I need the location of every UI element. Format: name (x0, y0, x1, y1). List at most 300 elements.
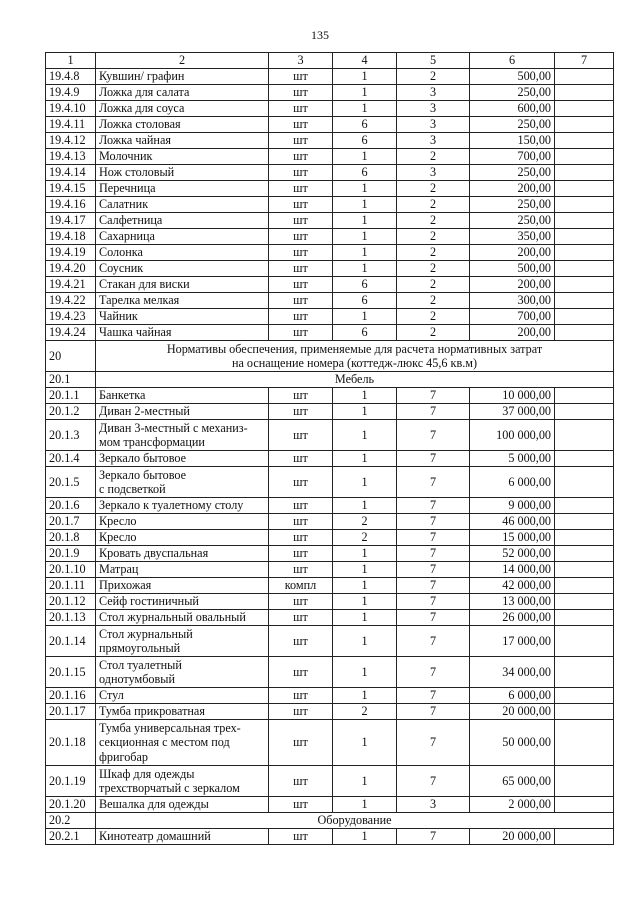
note-cell (555, 594, 614, 610)
table-row (46, 325, 614, 341)
price-cell: 250,00 (470, 85, 555, 101)
price-cell: 6 000,00 (470, 467, 555, 498)
unit-cell: шт (269, 388, 333, 404)
quantity-cell: 1 (333, 562, 397, 578)
section-title-cell: Нормативы обеспечения, применяемые для расчета нормативных затрат на оснащение номера (коттедж-люкс 45,6 кв.м) (96, 341, 614, 372)
item-name-cell: Салатник (96, 197, 269, 213)
table-row (46, 245, 614, 261)
unit-cell: шт (269, 688, 333, 704)
quantity-cell: 1 (333, 610, 397, 626)
table-row (46, 704, 614, 720)
price-cell: 700,00 (470, 149, 555, 165)
item-code-cell: 19.4.16 (46, 197, 96, 213)
column-number-cell: 7 (555, 53, 614, 69)
service-life-cell: 3 (397, 797, 470, 813)
table-row (46, 467, 614, 498)
item-code-cell: 20.1.19 (46, 766, 96, 797)
item-name-cell: Зеркало бытовое (96, 451, 269, 467)
note-cell (555, 165, 614, 181)
table-row (46, 766, 614, 797)
price-cell: 500,00 (470, 261, 555, 277)
price-cell: 20 000,00 (470, 829, 555, 845)
section-code-cell: 20 (46, 341, 96, 372)
unit-cell: компл (269, 578, 333, 594)
note-cell (555, 388, 614, 404)
table-row (46, 69, 614, 85)
item-name-cell: Нож столовый (96, 165, 269, 181)
section-title-cell: Мебель (96, 372, 614, 388)
item-name-cell: Солонка (96, 245, 269, 261)
price-cell: 150,00 (470, 133, 555, 149)
table-row (46, 797, 614, 813)
table-row (46, 261, 614, 277)
service-life-cell: 7 (397, 451, 470, 467)
norms-table (45, 52, 614, 845)
item-code-cell: 19.4.20 (46, 261, 96, 277)
item-code-cell: 20.1.13 (46, 610, 96, 626)
unit-cell: шт (269, 514, 333, 530)
column-number-cell: 4 (333, 53, 397, 69)
item-code-cell: 20.1.2 (46, 404, 96, 420)
note-cell (555, 797, 614, 813)
quantity-cell: 1 (333, 229, 397, 245)
table-row (46, 688, 614, 704)
item-code-cell: 20.1.7 (46, 514, 96, 530)
note-cell (555, 467, 614, 498)
item-name-cell: Соусник (96, 261, 269, 277)
price-cell: 200,00 (470, 277, 555, 293)
item-code-cell: 20.1.5 (46, 467, 96, 498)
service-life-cell: 7 (397, 766, 470, 797)
table-row (46, 277, 614, 293)
item-name-cell: Кресло (96, 530, 269, 546)
price-cell: 37 000,00 (470, 404, 555, 420)
price-cell: 13 000,00 (470, 594, 555, 610)
item-name-cell: Чашка чайная (96, 325, 269, 341)
service-life-cell: 3 (397, 101, 470, 117)
service-life-cell: 2 (397, 261, 470, 277)
column-number-cell: 5 (397, 53, 470, 69)
service-life-cell: 7 (397, 578, 470, 594)
note-cell (555, 277, 614, 293)
unit-cell: шт (269, 704, 333, 720)
item-code-cell: 20.1.14 (46, 626, 96, 657)
unit-cell: шт (269, 626, 333, 657)
note-cell (555, 85, 614, 101)
item-name-cell: Прихожая (96, 578, 269, 594)
service-life-cell: 7 (397, 530, 470, 546)
column-number-row (46, 53, 614, 69)
quantity-cell: 1 (333, 829, 397, 845)
price-cell: 2 000,00 (470, 797, 555, 813)
note-cell (555, 309, 614, 325)
table-row (46, 165, 614, 181)
price-cell: 250,00 (470, 197, 555, 213)
item-name-cell: Стол туалетный однотумбовый (96, 657, 269, 688)
note-cell (555, 101, 614, 117)
table-row (46, 149, 614, 165)
quantity-cell: 2 (333, 704, 397, 720)
price-cell: 10 000,00 (470, 388, 555, 404)
table-row (46, 229, 614, 245)
service-life-cell: 2 (397, 309, 470, 325)
service-life-cell: 7 (397, 720, 470, 766)
service-life-cell: 2 (397, 69, 470, 85)
item-code-cell: 19.4.17 (46, 213, 96, 229)
unit-cell: шт (269, 165, 333, 181)
table-row (46, 213, 614, 229)
table-row (46, 829, 614, 845)
service-life-cell: 7 (397, 610, 470, 626)
note-cell (555, 261, 614, 277)
price-cell: 100 000,00 (470, 420, 555, 451)
service-life-cell: 7 (397, 467, 470, 498)
note-cell (555, 530, 614, 546)
item-code-cell: 20.1.4 (46, 451, 96, 467)
table-row (46, 626, 614, 657)
quantity-cell: 1 (333, 101, 397, 117)
service-life-cell: 7 (397, 594, 470, 610)
section-title-cell: Оборудование (96, 813, 614, 829)
quantity-cell: 1 (333, 546, 397, 562)
note-cell (555, 451, 614, 467)
unit-cell: шт (269, 562, 333, 578)
note-cell (555, 149, 614, 165)
service-life-cell: 2 (397, 213, 470, 229)
service-life-cell: 7 (397, 498, 470, 514)
item-code-cell: 20.2.1 (46, 829, 96, 845)
note-cell (555, 498, 614, 514)
item-code-cell: 20.1.12 (46, 594, 96, 610)
table-row (46, 117, 614, 133)
price-cell: 50 000,00 (470, 720, 555, 766)
price-cell: 15 000,00 (470, 530, 555, 546)
item-code-cell: 19.4.22 (46, 293, 96, 309)
column-number-cell: 2 (96, 53, 269, 69)
quantity-cell: 1 (333, 69, 397, 85)
item-name-cell: Чайник (96, 309, 269, 325)
item-code-cell: 19.4.21 (46, 277, 96, 293)
unit-cell: шт (269, 149, 333, 165)
item-code-cell: 20.1.17 (46, 704, 96, 720)
quantity-cell: 1 (333, 626, 397, 657)
unit-cell: шт (269, 309, 333, 325)
item-name-cell: Тумба универсальная трех- секционная с местом под фригобар (96, 720, 269, 766)
price-cell: 20 000,00 (470, 704, 555, 720)
service-life-cell: 7 (397, 626, 470, 657)
note-cell (555, 720, 614, 766)
quantity-cell: 1 (333, 181, 397, 197)
price-cell: 600,00 (470, 101, 555, 117)
section-row (46, 813, 614, 829)
column-number-cell: 3 (269, 53, 333, 69)
unit-cell: шт (269, 610, 333, 626)
quantity-cell: 6 (333, 293, 397, 309)
price-cell: 65 000,00 (470, 766, 555, 797)
table-row (46, 720, 614, 766)
service-life-cell: 7 (397, 657, 470, 688)
note-cell (555, 562, 614, 578)
note-cell (555, 229, 614, 245)
quantity-cell: 1 (333, 657, 397, 688)
item-name-cell: Ложка чайная (96, 133, 269, 149)
item-code-cell: 19.4.24 (46, 325, 96, 341)
table-row (46, 293, 614, 309)
item-code-cell: 19.4.8 (46, 69, 96, 85)
item-name-cell: Зеркало бытовое с подсветкой (96, 467, 269, 498)
item-code-cell: 20.1.6 (46, 498, 96, 514)
unit-cell: шт (269, 117, 333, 133)
item-name-cell: Кресло (96, 514, 269, 530)
table-row (46, 388, 614, 404)
page-number: 135 (311, 28, 329, 42)
item-code-cell: 20.1.11 (46, 578, 96, 594)
unit-cell: шт (269, 720, 333, 766)
quantity-cell: 1 (333, 388, 397, 404)
unit-cell: шт (269, 594, 333, 610)
item-code-cell: 19.4.15 (46, 181, 96, 197)
service-life-cell: 7 (397, 420, 470, 451)
price-cell: 700,00 (470, 309, 555, 325)
item-name-cell: Диван 2-местный (96, 404, 269, 420)
table-body (46, 53, 614, 845)
column-number-cell: 6 (470, 53, 555, 69)
price-cell: 250,00 (470, 117, 555, 133)
item-name-cell: Стул (96, 688, 269, 704)
item-name-cell: Ложка для соуса (96, 101, 269, 117)
quantity-cell: 1 (333, 498, 397, 514)
table-row (46, 451, 614, 467)
quantity-cell: 1 (333, 404, 397, 420)
quantity-cell: 2 (333, 514, 397, 530)
quantity-cell: 1 (333, 467, 397, 498)
note-cell (555, 766, 614, 797)
unit-cell: шт (269, 181, 333, 197)
price-cell: 200,00 (470, 181, 555, 197)
item-code-cell: 19.4.12 (46, 133, 96, 149)
price-cell: 200,00 (470, 325, 555, 341)
quantity-cell: 1 (333, 594, 397, 610)
unit-cell: шт (269, 101, 333, 117)
section-code-cell: 20.1 (46, 372, 96, 388)
item-code-cell: 20.1.10 (46, 562, 96, 578)
note-cell (555, 181, 614, 197)
item-code-cell: 19.4.11 (46, 117, 96, 133)
item-code-cell: 19.4.10 (46, 101, 96, 117)
unit-cell: шт (269, 213, 333, 229)
item-code-cell: 20.1.20 (46, 797, 96, 813)
unit-cell: шт (269, 530, 333, 546)
service-life-cell: 3 (397, 117, 470, 133)
table-row (46, 404, 614, 420)
table-row (46, 610, 614, 626)
table-row (46, 530, 614, 546)
price-cell: 250,00 (470, 213, 555, 229)
note-cell (555, 514, 614, 530)
quantity-cell: 1 (333, 766, 397, 797)
item-name-cell: Салфетница (96, 213, 269, 229)
table-row (46, 420, 614, 451)
service-life-cell: 7 (397, 562, 470, 578)
price-cell: 34 000,00 (470, 657, 555, 688)
price-cell: 17 000,00 (470, 626, 555, 657)
note-cell (555, 133, 614, 149)
note-cell (555, 657, 614, 688)
service-life-cell: 3 (397, 133, 470, 149)
item-name-cell: Стол журнальный прямоугольный (96, 626, 269, 657)
item-name-cell: Зеркало к туалетному столу (96, 498, 269, 514)
service-life-cell: 2 (397, 293, 470, 309)
price-cell: 350,00 (470, 229, 555, 245)
quantity-cell: 6 (333, 165, 397, 181)
item-name-cell: Кровать двуспальная (96, 546, 269, 562)
table-row (46, 657, 614, 688)
price-cell: 9 000,00 (470, 498, 555, 514)
table-row (46, 197, 614, 213)
unit-cell: шт (269, 69, 333, 85)
price-cell: 26 000,00 (470, 610, 555, 626)
note-cell (555, 704, 614, 720)
section-row (46, 341, 614, 372)
item-name-cell: Молочник (96, 149, 269, 165)
price-cell: 200,00 (470, 245, 555, 261)
item-name-cell: Кинотеатр домашний (96, 829, 269, 845)
note-cell (555, 578, 614, 594)
item-name-cell: Диван 3-местный с механиз- мом трансформации (96, 420, 269, 451)
table-row (46, 181, 614, 197)
unit-cell: шт (269, 829, 333, 845)
item-name-cell: Стакан для виски (96, 277, 269, 293)
service-life-cell: 2 (397, 197, 470, 213)
table-row (46, 594, 614, 610)
quantity-cell: 1 (333, 309, 397, 325)
service-life-cell: 2 (397, 277, 470, 293)
item-code-cell: 19.4.23 (46, 309, 96, 325)
unit-cell: шт (269, 229, 333, 245)
quantity-cell: 6 (333, 277, 397, 293)
price-cell: 14 000,00 (470, 562, 555, 578)
item-code-cell: 19.4.13 (46, 149, 96, 165)
quantity-cell: 1 (333, 245, 397, 261)
unit-cell: шт (269, 451, 333, 467)
note-cell (555, 404, 614, 420)
item-code-cell: 20.1.15 (46, 657, 96, 688)
quantity-cell: 1 (333, 688, 397, 704)
item-code-cell: 20.1.16 (46, 688, 96, 704)
table-row (46, 498, 614, 514)
unit-cell: шт (269, 766, 333, 797)
service-life-cell: 3 (397, 85, 470, 101)
section-code-cell: 20.2 (46, 813, 96, 829)
unit-cell: шт (269, 293, 333, 309)
note-cell (555, 293, 614, 309)
table-row (46, 101, 614, 117)
note-cell (555, 688, 614, 704)
item-name-cell: Банкетка (96, 388, 269, 404)
quantity-cell: 1 (333, 261, 397, 277)
table-row (46, 133, 614, 149)
service-life-cell: 2 (397, 229, 470, 245)
table-row (46, 578, 614, 594)
service-life-cell: 7 (397, 704, 470, 720)
item-code-cell: 20.1.18 (46, 720, 96, 766)
unit-cell: шт (269, 197, 333, 213)
item-name-cell: Шкаф для одежды трехстворчатый с зеркалом (96, 766, 269, 797)
unit-cell: шт (269, 467, 333, 498)
table-row (46, 514, 614, 530)
section-row (46, 372, 614, 388)
note-cell (555, 325, 614, 341)
note-cell (555, 829, 614, 845)
item-code-cell: 20.1.9 (46, 546, 96, 562)
service-life-cell: 2 (397, 181, 470, 197)
note-cell (555, 610, 614, 626)
quantity-cell: 2 (333, 530, 397, 546)
service-life-cell: 2 (397, 149, 470, 165)
item-name-cell: Сейф гостиничный (96, 594, 269, 610)
quantity-cell: 6 (333, 133, 397, 149)
service-life-cell: 2 (397, 325, 470, 341)
unit-cell: шт (269, 245, 333, 261)
service-life-cell: 7 (397, 404, 470, 420)
quantity-cell: 1 (333, 197, 397, 213)
unit-cell: шт (269, 498, 333, 514)
service-life-cell: 7 (397, 688, 470, 704)
service-life-cell: 7 (397, 514, 470, 530)
item-code-cell: 20.1.3 (46, 420, 96, 451)
item-code-cell: 19.4.9 (46, 85, 96, 101)
note-cell (555, 420, 614, 451)
service-life-cell: 7 (397, 829, 470, 845)
table-row (46, 85, 614, 101)
table-row (46, 562, 614, 578)
price-cell: 46 000,00 (470, 514, 555, 530)
service-life-cell: 7 (397, 546, 470, 562)
item-name-cell: Тумба прикроватная (96, 704, 269, 720)
column-number-cell: 1 (46, 53, 96, 69)
item-code-cell: 19.4.14 (46, 165, 96, 181)
item-name-cell: Сахарница (96, 229, 269, 245)
item-code-cell: 20.1.1 (46, 388, 96, 404)
service-life-cell: 7 (397, 388, 470, 404)
table-row (46, 309, 614, 325)
item-code-cell: 20.1.8 (46, 530, 96, 546)
item-name-cell: Перечница (96, 181, 269, 197)
service-life-cell: 3 (397, 165, 470, 181)
item-name-cell: Ложка для салата (96, 85, 269, 101)
note-cell (555, 626, 614, 657)
price-cell: 300,00 (470, 293, 555, 309)
item-name-cell: Стол журнальный овальный (96, 610, 269, 626)
quantity-cell: 1 (333, 797, 397, 813)
item-code-cell: 19.4.19 (46, 245, 96, 261)
note-cell (555, 197, 614, 213)
unit-cell: шт (269, 404, 333, 420)
note-cell (555, 117, 614, 133)
item-name-cell: Тарелка мелкая (96, 293, 269, 309)
price-cell: 42 000,00 (470, 578, 555, 594)
quantity-cell: 1 (333, 451, 397, 467)
service-life-cell: 2 (397, 245, 470, 261)
price-cell: 6 000,00 (470, 688, 555, 704)
price-cell: 5 000,00 (470, 451, 555, 467)
unit-cell: шт (269, 420, 333, 451)
item-code-cell: 19.4.18 (46, 229, 96, 245)
unit-cell: шт (269, 325, 333, 341)
price-cell: 500,00 (470, 69, 555, 85)
table-row (46, 546, 614, 562)
item-name-cell: Матрац (96, 562, 269, 578)
